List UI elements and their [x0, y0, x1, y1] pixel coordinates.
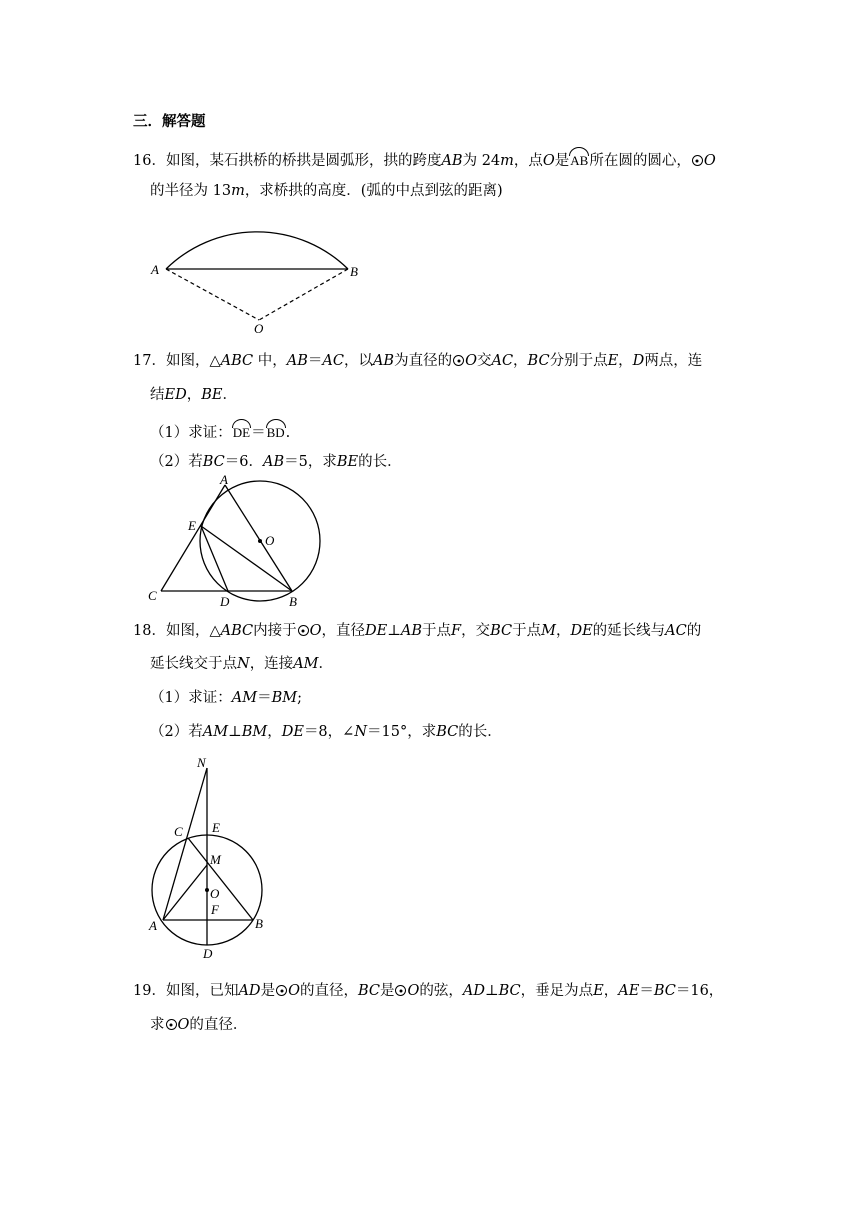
q17-part1: （1）求证：DE＝BD. [150, 419, 290, 443]
q18-line1: 18．如图，△ABC内接于 O，直径DE⊥AB于点F，交BC于点M，DE的延长线与AC的 [133, 623, 702, 639]
circle-dot-icon [453, 355, 464, 366]
q16-line1: 16．如图，某石拱桥的桥拱是圆弧形，拱的跨度AB为 24m，点O是AB所在圆的圆心， O [133, 147, 716, 171]
q17-line2: 结ED，BE． [150, 387, 237, 403]
label-f: F [211, 902, 219, 917]
label-o: O [254, 321, 264, 336]
label-c: C [174, 824, 183, 839]
q19-line1: 19．如图，已知AD是 O的直径，BC是 O的弦，AD⊥BC，垂足为点E，AE＝BC＝16， [133, 983, 724, 999]
q16-line2: 的半径为 13m，求桥拱的高度．(弧的中点到弦的距离) [150, 183, 503, 199]
label-e: E [212, 820, 220, 835]
q17-line1: 17．如图，△ABC 中，AB＝AC，以AB为直径的 O交AC，BC分别于点E，D两点，连 [133, 353, 703, 369]
label-o: O [265, 533, 275, 548]
q16-figure [148, 208, 368, 336]
section-title: 三．解答题 [133, 113, 206, 130]
q18-part1: （1）求证：AM＝BM; [150, 690, 302, 706]
circle-dot-icon [166, 1019, 177, 1030]
label-a: A [149, 918, 157, 933]
label-e: E [188, 518, 196, 533]
arc-ab-symbol: AB [570, 147, 588, 171]
q17-figure [140, 472, 340, 614]
label-c: C [148, 588, 157, 603]
circle-dot-icon [276, 985, 287, 996]
label-b: B [350, 264, 358, 279]
label-o: O [210, 886, 220, 901]
q18-line2: 延长线交于点N，连接AM． [150, 656, 334, 672]
label-m: M [210, 852, 221, 867]
label-d: D [220, 594, 230, 609]
label-a: A [151, 262, 159, 277]
label-n: N [197, 755, 206, 770]
label-b: B [255, 916, 263, 931]
label-a: A [220, 472, 228, 487]
label-b: B [289, 594, 297, 609]
arc-de-symbol: DE [233, 419, 250, 443]
q18-figure [140, 752, 280, 964]
q19-line2: 求 O的直径． [150, 1017, 248, 1033]
circle-dot-icon [692, 155, 703, 166]
arc-bd-symbol: BD [267, 419, 285, 443]
circle-dot-icon [395, 985, 406, 996]
q17-part2: （2）若BC＝6．AB＝5，求BE的长． [150, 454, 402, 470]
q18-part2: （2）若AM⊥BM，DE＝8，∠N＝15°，求BC的长． [150, 724, 502, 740]
label-d: D [203, 946, 213, 961]
circle-dot-icon [298, 625, 309, 636]
